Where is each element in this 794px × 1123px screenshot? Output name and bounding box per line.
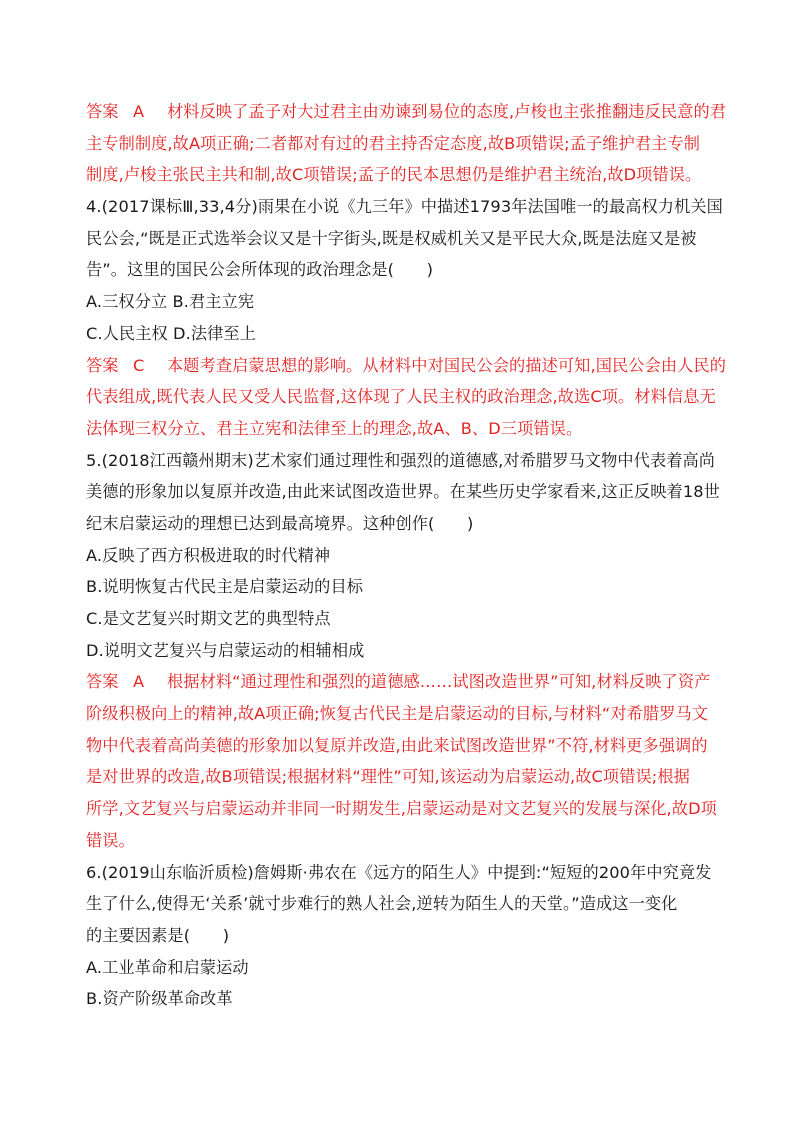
answer-line [86,666,711,698]
option-line: B.说明恢复古代民主是启蒙运动的目标 [86,577,364,597]
answer-block-3 [86,96,727,191]
option-line: B.资产阶级革命改革 [86,989,233,1009]
question-line: 纪末启蒙运动的理想已达到最高境界。这种创作( ) [86,513,474,533]
answer-line: 阶级积极向上的精神,故A项正确;恢复古代民主是启蒙运动的目标,与材料“对希腊罗马文 [86,704,709,724]
answer-line: 错误。 [86,830,135,850]
answer-block-4 [86,350,727,445]
question-line: 6.(2019山东临沂质检)詹姆斯·弗农在《远方的陌生人》中提到:“短短的200年中究竟发 [86,862,712,882]
answer-line: 代表组成,既代表人民又受人民监督,这体现了人民主权的政治理念,故选C项。材料信息无 [86,387,716,407]
option-line: A.工业革命和启蒙运动 [86,957,249,977]
question-line: 5.(2018江西赣州期末)艺术家们通过理性和强烈的道德感,对希腊罗马文物中代表着高尚 [86,450,716,470]
question-line: 生了什么,使得无‘关系’就寸步难行的熟人社会,逆转为陌生人的天堂。”造成这一变化 [86,894,678,914]
answer-label: 答案 [86,672,119,692]
answer-line [86,350,727,382]
option-line: C.是文艺复兴时期文艺的典型特点 [86,609,331,628]
answer-text: 本题考查启蒙思想的影响。从材料中对国民公会的描述可知,国民公会由人民的 [167,355,727,375]
answer-label: 答案 [86,102,119,121]
option-line: D.说明文艺复兴与启蒙运动的相辅相成 [86,640,365,660]
answer-block-5 [86,666,717,856]
option-line: A.三权分立 B.君主立宪 [86,292,255,312]
question-line: 4.(2017课标Ⅲ,33,4分)雨果在小说《九三年》中描述1793年法国唯一的最高权力机关国 [86,197,723,217]
answer-line: 制度,卢梭主张民主共和制,故C项错误;孟子的民本思想仍是维护君主统治,故D项错误。 [86,165,702,185]
answer-line: 是对世界的改造,故B项错误;根据材料“理性”可知,该运动为启蒙运动,故C项错误;根据 [86,767,690,787]
answer-line: 所学,文艺复兴与启蒙运动并非同一时期发生,启蒙运动是对文艺复兴的发展与深化,故D项 [86,799,717,819]
answer-line [86,96,727,128]
answer-text: 材料反映了孟子对大过君主由劝谏到易位的态度,卢梭也主张推翻违反民意的君 [167,102,727,121]
question-line: 民公会,“既是正式选举会议又是十字街头,既是权威机关又是平民大众,既是法庭又是被 [86,228,697,248]
question-4 [86,191,723,349]
option-line: A.反映了西方积极进取的时代精神 [86,545,331,565]
question-line: 美德的形象加以复原并改造,由此来试图改造世界。在某些历史学家看来,这正反映着18世 [86,482,720,502]
question-line: 告”。这里的国民公会所体现的政治理念是( ) [86,260,434,280]
question-6 [86,857,711,1015]
question-5 [86,445,720,667]
answer-line: 物中代表着高尚美德的形象加以复原并改造,由此来试图改造世界”不符,材料更多强调的 [86,735,708,755]
document-page [86,96,727,1015]
answer-text: 根据材料“通过理性和强烈的道德感……试图改造世界”可知,材料反映了资产 [167,672,711,692]
answer-letter: A [133,672,145,692]
answer-label: 答案 [86,355,119,375]
option-line: C.人民主权 D.法律至上 [86,323,257,343]
answer-line: 主专制制度,故A项正确;二者都对有过的君主持否定态度,故B项错误;孟子维护君主专制 [86,133,701,153]
answer-line: 法体现三权分立、君主立宪和法律至上的理念,故A、B、D三项错误。 [86,418,583,438]
question-line: 的主要因素是( ) [86,925,230,945]
answer-letter: A [133,102,145,121]
answer-letter: C [133,355,145,375]
